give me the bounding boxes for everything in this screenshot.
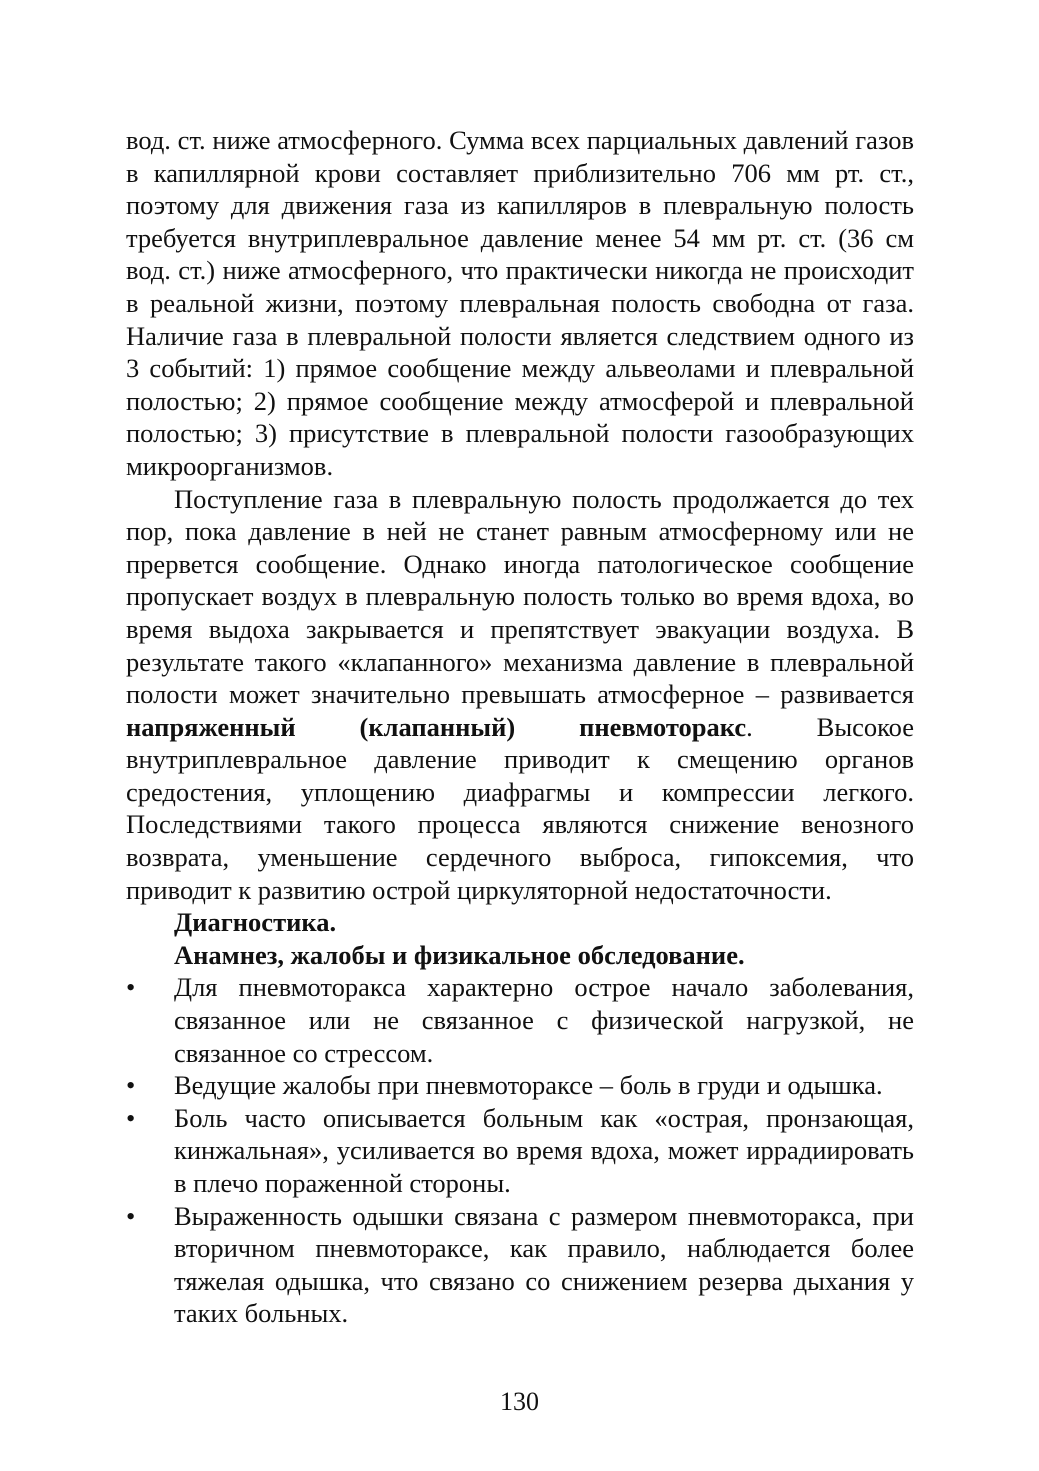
page-body (126, 124, 914, 1330)
bullet-icon: • (126, 972, 136, 1003)
bullet-icon: • (126, 1102, 136, 1133)
list-item (126, 1069, 914, 1102)
list-item-text: Ведущие жалобы при пневмотораксе – боль в груди и одышка. (174, 1070, 883, 1101)
bold-term-tension-pneumothorax: напряженный (клапанный) пневмоторакс (126, 711, 747, 742)
list-item-text: Выраженность одышки связана с размером пневмоторакса, при вторичном пневмотораксе, как правило, наблюдается более тяжелая одышка, что связано со снижением резерва дыхания у таких больных. (174, 1200, 914, 1329)
list-item (126, 1102, 914, 1200)
list-item-text: Для пневмоторакса характерно острое начало заболевания, связанное или не связанное с физической нагрузкой, не связанное со стрессом. (174, 972, 914, 1068)
bullet-icon: • (126, 1200, 136, 1231)
paragraph-2-text-before: Поступление газа в плевральную полость продолжается до тех пор, пока давление в ней не станет равным атмосферному или не прервется сообщение. Однако иногда патологическое сообщение пропускает воздух в плевральную полость только во время вдоха, во время выдоха закрывается и препятствует эвакуации воздуха. В результате такого «клапанного» механизма давление в плевральной полости может значительно превышать атмосферное – развивается (126, 483, 914, 710)
paragraph-2-text-after: . Высокое внутриплевральное давление приводит к смещению органов средостения, уплощению диафрагмы и компрессии легкого. Последствиями такого процесса являются снижение венозного возврата, уменьшение сердечного выброса, гипоксемия, что приводит к развитию острой циркуляторной недостаточности. (126, 711, 915, 905)
list-item-text: Боль часто описывается больным как «острая, пронзающая, кинжальная», усиливается во время вдоха, может иррадиировать в плечо пораженной стороны. (174, 1102, 914, 1198)
heading-anamnesis: Анамнез, жалобы и физикальное обследование. (174, 939, 745, 970)
bullet-icon: • (126, 1070, 136, 1101)
paragraph-2 (126, 483, 914, 907)
list-item (126, 1200, 914, 1330)
list-item (126, 971, 914, 1069)
heading-diagnostics: Диагностика. (174, 907, 337, 938)
paragraph-1: вод. ст. ниже атмосферного. Сумма всех парциальных давлений газов в капиллярной крови составляет приблизительно 706 мм рт. ст., поэтому для движения газа из капилляров в плевральную полость требуется внутриплевральное давление менее 54 мм рт. ст. (36 см вод. ст.) ниже атмосферного, что практически никогда не происходит в реальной жизни, поэтому плевральная полость свободна от газа. Наличие газа в плевральной полости является следствием одного из 3 событий: 1) прямое сообщение между альвеолами и плевральной полостью; 2) прямое сообщение между атмосферой и плевральной полостью; 3) присутствие в плевральной полости газообразующих микроорганизмов. (126, 125, 914, 481)
page-number: 130 (500, 1387, 539, 1416)
symptom-list (126, 971, 914, 1330)
